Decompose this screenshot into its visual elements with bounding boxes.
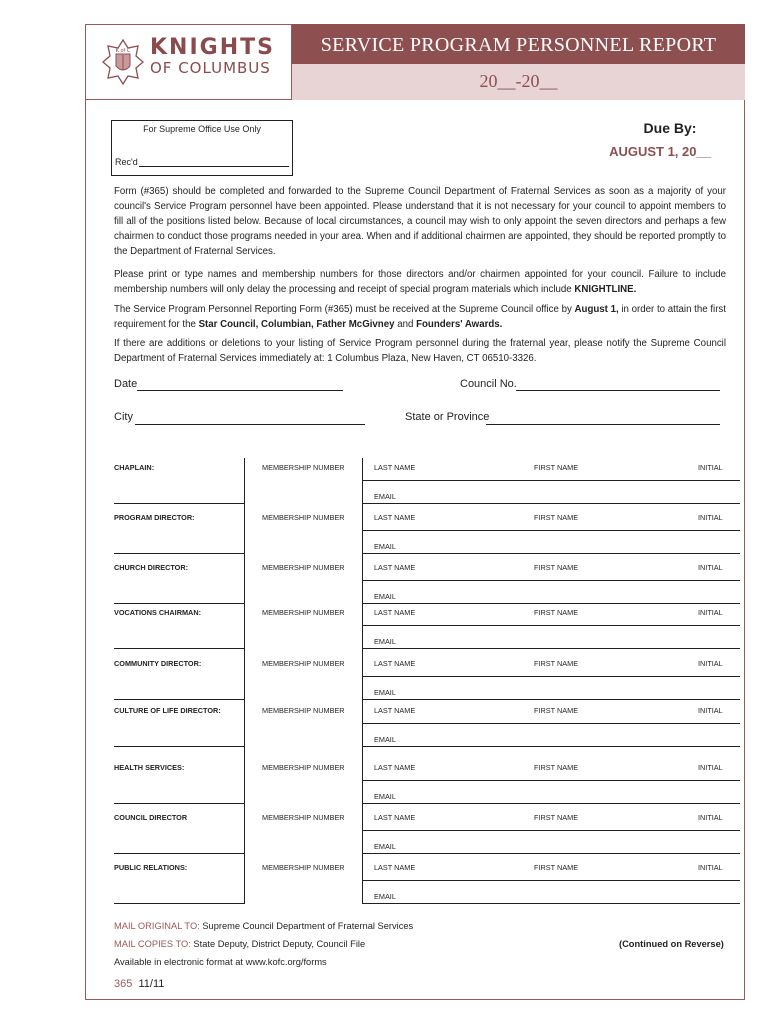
name-entry-line[interactable] [362, 625, 740, 626]
recd-field[interactable] [139, 166, 289, 167]
role-label: CHURCH DIRECTOR: [114, 563, 189, 572]
email-entry-line[interactable] [362, 648, 740, 649]
role-entry-line[interactable] [114, 803, 244, 804]
email-entry-line[interactable] [362, 803, 740, 804]
svg-text:K of C: K of C [115, 48, 131, 54]
name-entry-line[interactable] [362, 480, 740, 481]
role-entry-line[interactable] [114, 746, 244, 747]
year-field[interactable]: 20__-20__ [479, 71, 558, 91]
email-entry-line[interactable] [362, 853, 740, 854]
email-label: EMAIL [374, 592, 396, 601]
brand-name-line1: KNIGHTS [150, 35, 275, 60]
first-name-label: FIRST NAME [534, 813, 579, 822]
city-label: City [114, 411, 133, 423]
last-name-label: LAST NAME [374, 813, 416, 822]
first-name-label: FIRST NAME [534, 563, 579, 572]
first-name-label: FIRST NAME [534, 608, 579, 617]
name-entry-line[interactable] [362, 780, 740, 781]
last-name-label: LAST NAME [374, 659, 416, 668]
office-use-title: For Supreme Office Use Only [143, 124, 261, 134]
email-label: EMAIL [374, 892, 396, 901]
initial-label: INITIAL [698, 706, 723, 715]
first-name-label: FIRST NAME [534, 706, 579, 715]
name-entry-line[interactable] [362, 676, 740, 677]
first-name-label: FIRST NAME [534, 763, 579, 772]
role-entry-line[interactable] [114, 853, 244, 854]
role-label: PUBLIC RELATIONS: [114, 863, 188, 872]
email-entry-line[interactable] [362, 699, 740, 700]
membership-number-label: MEMBERSHIP NUMBER [262, 706, 345, 715]
initial-label: INITIAL [698, 513, 723, 522]
state-field[interactable] [486, 424, 720, 425]
last-name-label: LAST NAME [374, 563, 416, 572]
last-name-label: LAST NAME [374, 608, 416, 617]
email-label: EMAIL [374, 735, 396, 744]
email-label: EMAIL [374, 542, 396, 551]
role-entry-line[interactable] [114, 503, 244, 504]
membership-number-label: MEMBERSHIP NUMBER [262, 463, 345, 472]
roster-divider-left [244, 458, 245, 904]
last-name-label: LAST NAME [374, 763, 416, 772]
role-entry-line[interactable] [114, 903, 244, 904]
last-name-label: LAST NAME [374, 513, 416, 522]
intro-paragraph-4: If there are additions or deletions to your listing of Service Program personnel during the fraternal year, please notify the Supreme Council Department of Fraternal Services immediately at: 1 Columbus Plaza, New Haven, CT 06510-3326. [114, 338, 726, 364]
intro-paragraph-1: Form (#365) should be completed and forwarded to the Supreme Council Department of Fraternal Services as soon as a majority of your council's Service Program personnel have been appointed. Please understand that it is not necessary for your council to appoint members to fill all of the positions listed below. Because of local circumstances, a council may wish to only appoint the seven directors and perhaps a few chairmen to conduct those programs needed in your area. When and if additional chairmen are appointed, they should be reported promptly to the Department of Fraternal Services. [114, 186, 726, 257]
initial-label: INITIAL [698, 813, 723, 822]
initial-label: INITIAL [698, 463, 723, 472]
due-by-label: Due By: [643, 120, 697, 136]
role-label: COMMUNITY DIRECTOR: [114, 659, 202, 668]
initial-label: INITIAL [698, 659, 723, 668]
last-name-label: LAST NAME [374, 463, 416, 472]
first-name-label: FIRST NAME [534, 659, 579, 668]
membership-number-label: MEMBERSHIP NUMBER [262, 659, 345, 668]
role-label: PROGRAM DIRECTOR: [114, 513, 195, 522]
membership-number-label: MEMBERSHIP NUMBER [262, 863, 345, 872]
email-label: EMAIL [374, 792, 396, 801]
roster-divider-right [362, 458, 363, 904]
continued-note: (Continued on Reverse) [619, 939, 724, 949]
last-name-label: LAST NAME [374, 863, 416, 872]
council-no-field[interactable] [516, 390, 720, 391]
role-entry-line[interactable] [114, 699, 244, 700]
intro-paragraph-2: Please print or type names and membership numbers for those directors and/or chairmen appointed for your council. Failure to include membership numbers will only delay the processing and receipt of special program materials which include KNIGHTLINE. [114, 269, 726, 295]
initial-label: INITIAL [698, 563, 723, 572]
membership-number-label: MEMBERSHIP NUMBER [262, 513, 345, 522]
name-entry-line[interactable] [362, 530, 740, 531]
date-field[interactable] [137, 390, 343, 391]
email-entry-line[interactable] [362, 553, 740, 554]
due-date: AUGUST 1, 20__ [609, 144, 711, 159]
role-label: CHAPLAIN: [114, 463, 155, 472]
role-entry-line[interactable] [114, 603, 244, 604]
membership-number-label: MEMBERSHIP NUMBER [262, 608, 345, 617]
brand-name-line2: OF COLUMBUS [150, 59, 271, 77]
email-label: EMAIL [374, 637, 396, 646]
first-name-label: FIRST NAME [534, 863, 579, 872]
initial-label: INITIAL [698, 863, 723, 872]
email-label: EMAIL [374, 688, 396, 697]
intro-paragraph-3: The Service Program Personnel Reporting Form (#365) must be received at the Supreme Council office by August 1, in order to attain the first requirement for the Star Council, Columbian, Father McGivney and Founders' Awards. [114, 304, 726, 330]
knights-emblem-icon [102, 38, 144, 86]
page-title: SERVICE PROGRAM PERSONNEL REPORT [320, 34, 717, 56]
email-label: EMAIL [374, 492, 396, 501]
membership-number-label: MEMBERSHIP NUMBER [262, 813, 345, 822]
email-label: EMAIL [374, 842, 396, 851]
city-field[interactable] [135, 424, 365, 425]
name-entry-line[interactable] [362, 580, 740, 581]
mail-original: MAIL ORIGINAL TO: Supreme Council Department of Fraternal Services [114, 921, 414, 931]
state-label: State or Province [405, 411, 490, 423]
email-entry-line[interactable] [362, 503, 740, 504]
email-entry-line[interactable] [362, 903, 740, 904]
date-label: Date [114, 378, 138, 390]
first-name-label: FIRST NAME [534, 463, 579, 472]
initial-label: INITIAL [698, 763, 723, 772]
first-name-label: FIRST NAME [534, 513, 579, 522]
role-entry-line[interactable] [114, 553, 244, 554]
mail-copies: MAIL COPIES TO: State Deputy, District Deputy, Council File [114, 939, 366, 949]
recd-label: Rec'd [115, 157, 138, 167]
role-entry-line[interactable] [114, 648, 244, 649]
email-entry-line[interactable] [362, 746, 740, 747]
name-entry-line[interactable] [362, 880, 740, 881]
role-label: CULTURE OF LIFE DIRECTOR: [114, 706, 221, 715]
electronic-format-note: Available in electronic format at www.kofc.org/forms [114, 957, 327, 967]
council-no-label: Council No. [460, 378, 517, 390]
name-entry-line[interactable] [362, 723, 740, 724]
form-number: 365 11/11 [114, 978, 165, 990]
initial-label: INITIAL [698, 608, 723, 617]
role-label: VOCATIONS CHAIRMAN: [114, 608, 202, 617]
name-entry-line[interactable] [362, 830, 740, 831]
role-label: HEALTH SERVICES: [114, 763, 185, 772]
role-label: COUNCIL DIRECTOR [114, 813, 188, 822]
membership-number-label: MEMBERSHIP NUMBER [262, 763, 345, 772]
last-name-label: LAST NAME [374, 706, 416, 715]
email-entry-line[interactable] [362, 603, 740, 604]
membership-number-label: MEMBERSHIP NUMBER [262, 563, 345, 572]
